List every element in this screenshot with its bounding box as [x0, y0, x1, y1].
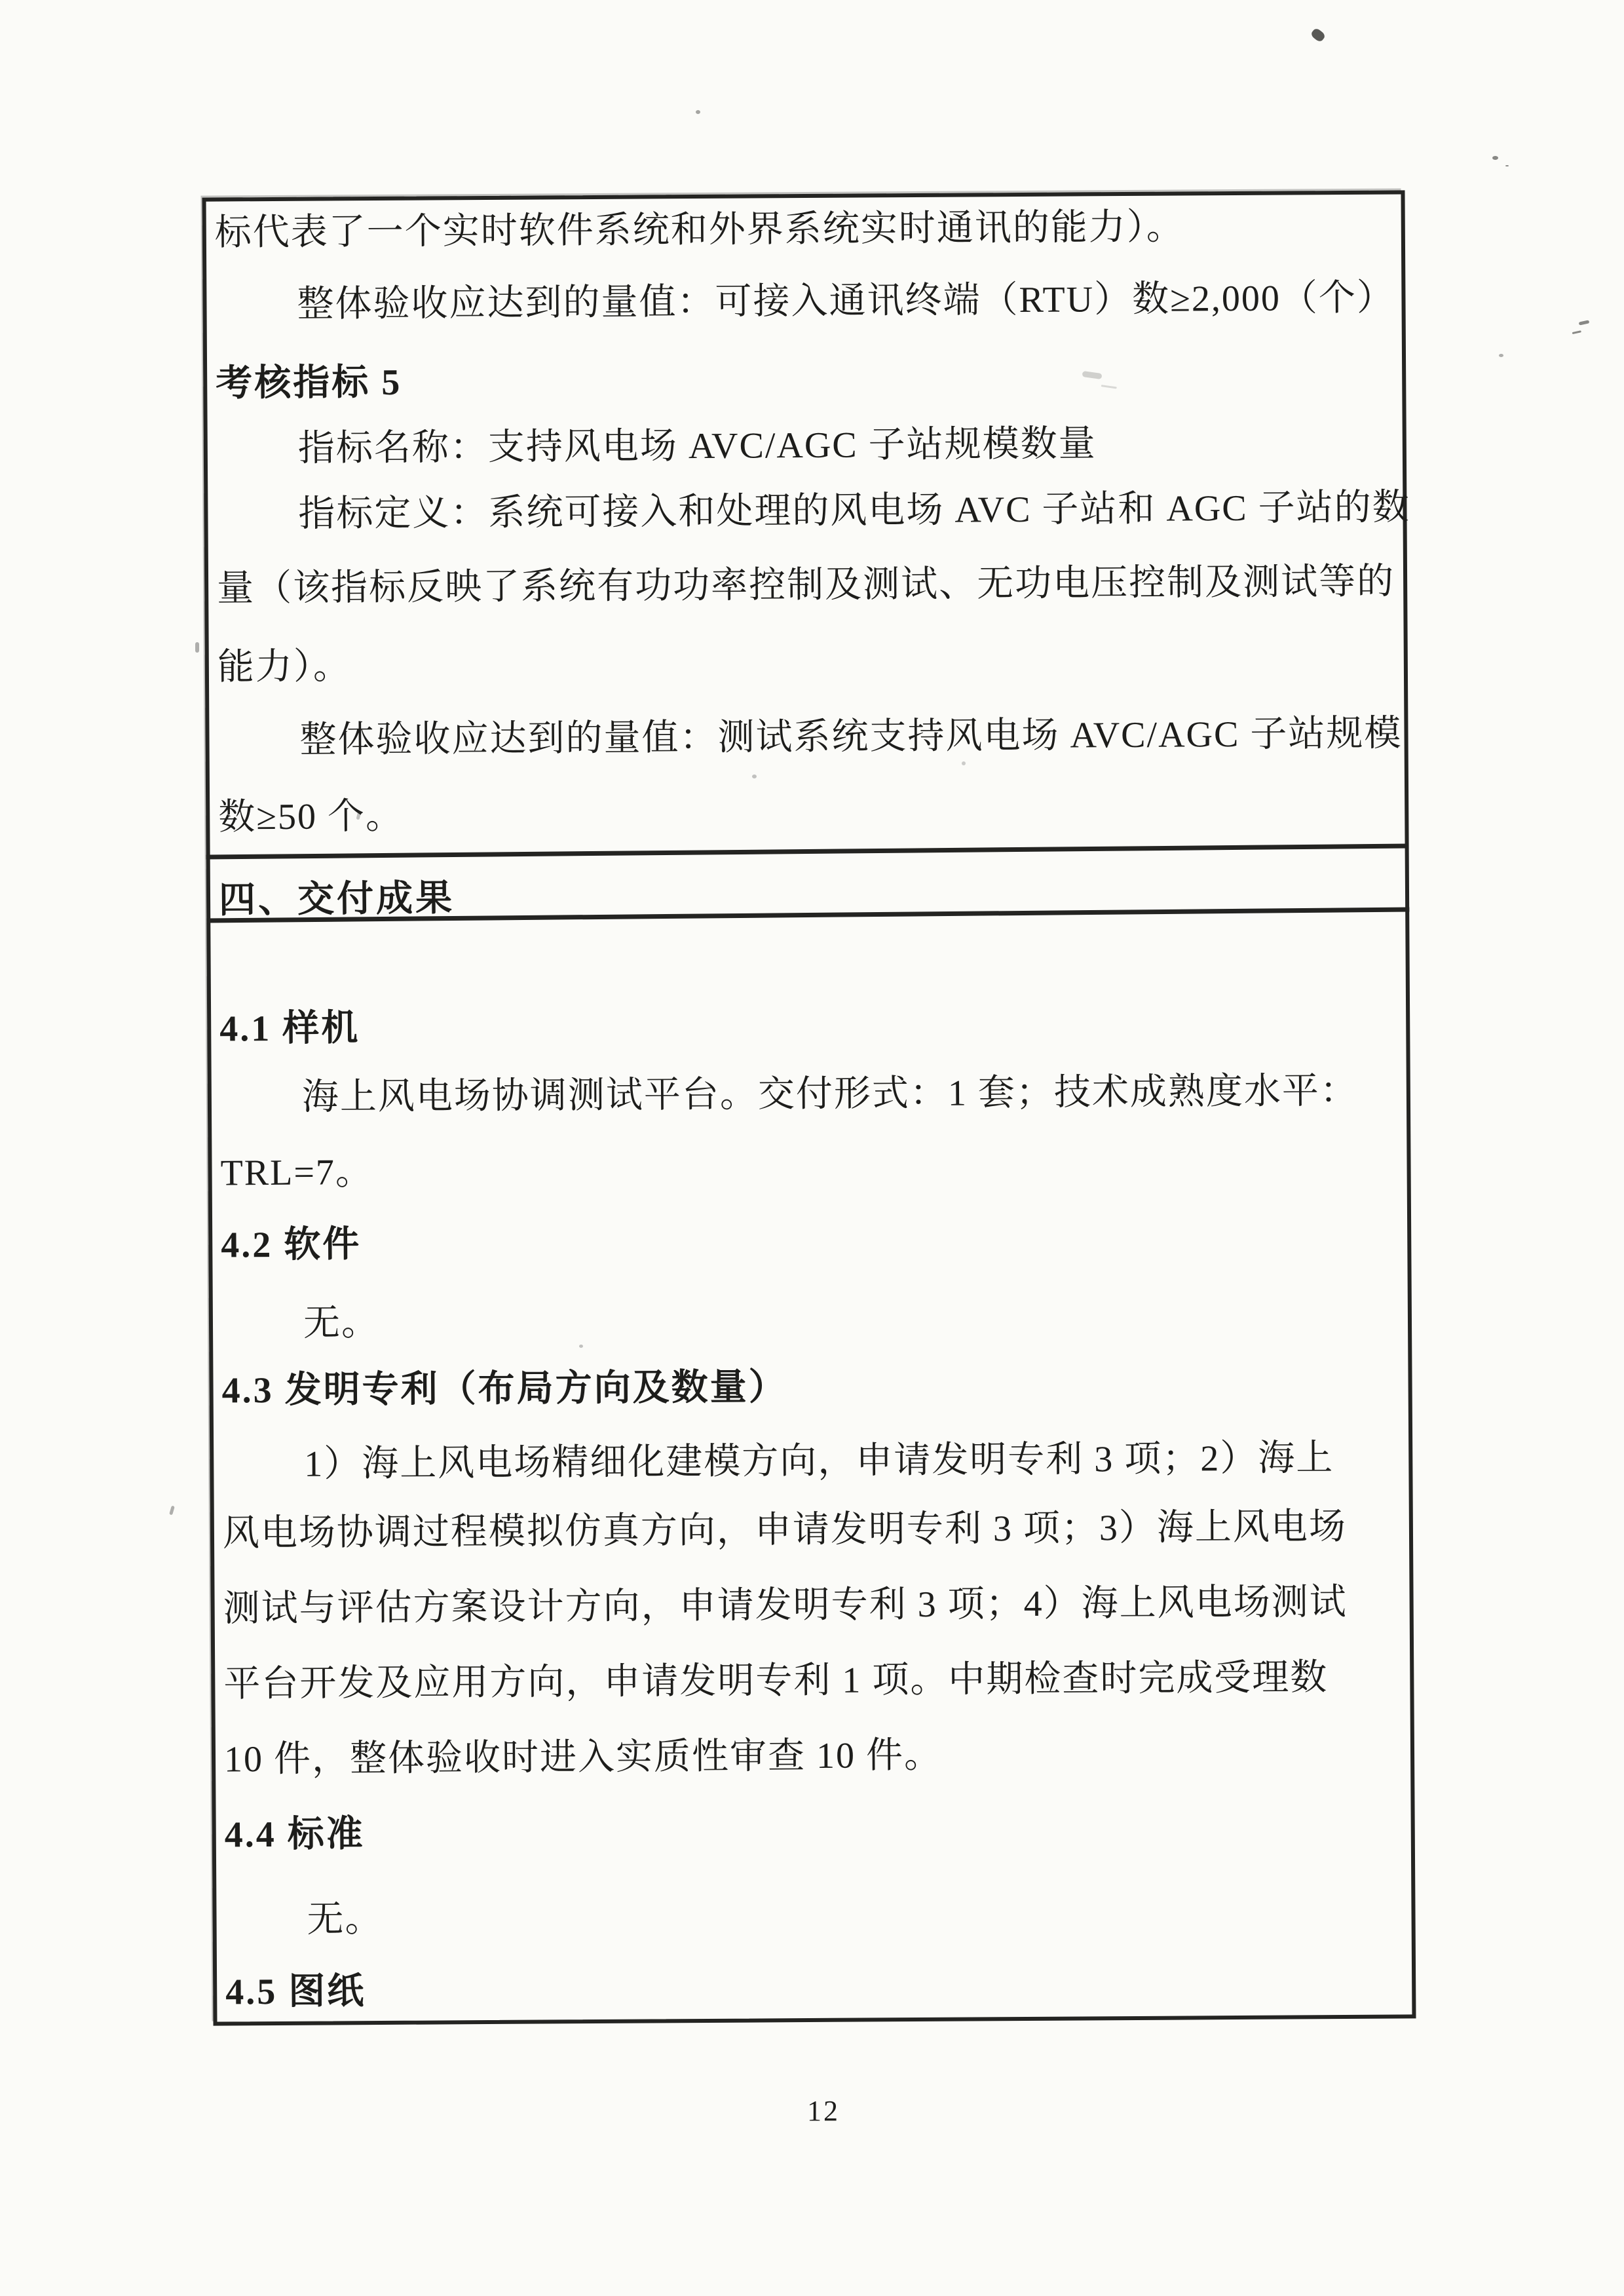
indicator-text-line: 数≥50 个。: [218, 795, 404, 838]
scan-artifact: [1579, 320, 1590, 325]
page-number: 12: [807, 2095, 840, 2127]
deliverable-text-line: 风电场协调过程模拟仿真方向，申请发明专利 3 项；3）海上风电场: [222, 1506, 1348, 1554]
indicator-text-line: 量（该指标反映了系统有功功率控制及测试、无功电压控制及测试等的: [216, 561, 1395, 609]
deliverable-text-line: 1）海上风电场精细化建模方向，申请发明专利 3 项；2）海上: [304, 1438, 1334, 1485]
deliverables-header-row: [206, 844, 1409, 923]
scan-artifact: [169, 1506, 175, 1516]
indicator-text-line: 指标定义：系统可接入和处理的风电场 AVC 子站和 AGC 子站的数: [298, 487, 1410, 535]
deliverable-text-line: 平台开发及应用方向，申请发明专利 1 项。中期检查时完成受理数: [223, 1657, 1329, 1705]
deliverable-heading-line: 4.4 标准: [224, 1814, 365, 1856]
deliverable-heading-line: 4.1 样机: [219, 1008, 360, 1050]
deliverable-heading-line: 4.3 发明专利（布局方向及数量）: [221, 1367, 787, 1411]
deliverable-text-line: 10 件，整体验收时进入实质性审查 10 件。: [223, 1734, 943, 1780]
scan-artifact: [579, 1345, 583, 1348]
deliverable-text-line: 海上风电场协调测试平台。交付形式：1 套；技术成熟度水平：: [301, 1070, 1359, 1118]
indicator-heading-line: 考核指标 5: [216, 362, 402, 404]
scan-artifact: [195, 642, 199, 653]
scan-artifact: [1499, 354, 1503, 357]
indicator-text-line: 标代表了一个实时软件系统和外界系统实时通讯的能力）。: [214, 206, 1184, 254]
deliverable-heading-line: 4.2 软件: [221, 1224, 362, 1266]
deliverable-text-line: 测试与评估方案设计方向，申请发明专利 3 项；4）海上风电场测试: [223, 1581, 1348, 1630]
section-heading: 四、交付成果: [218, 877, 455, 921]
scan-artifact: [752, 775, 757, 778]
deliverable-heading-line: 4.5 图纸: [225, 1971, 366, 2013]
scan-artifact: [1310, 27, 1327, 43]
scan-artifact: [1492, 156, 1498, 160]
deliverable-text-line: 无。: [307, 1898, 383, 1940]
indicator-text-line: 能力）。: [217, 646, 352, 688]
indicator-text-line: 整体验收应达到的量值：测试系统支持风电场 AVC/AGC 子站规模: [299, 713, 1403, 761]
scan-artifact: [962, 761, 966, 765]
scan-artifact: [696, 110, 700, 114]
deliverable-text-line: TRL=7。: [220, 1152, 374, 1194]
document-table: [202, 190, 1416, 2025]
indicator-text-line: 指标名称：支持风电场 AVC/AGC 子站规模数量: [297, 423, 1097, 469]
indicator-text-line: 整体验收应达到的量值：可接入通讯终端（RTU）数≥2,000（个）: [297, 277, 1395, 325]
deliverable-text-line: 无。: [303, 1303, 380, 1344]
